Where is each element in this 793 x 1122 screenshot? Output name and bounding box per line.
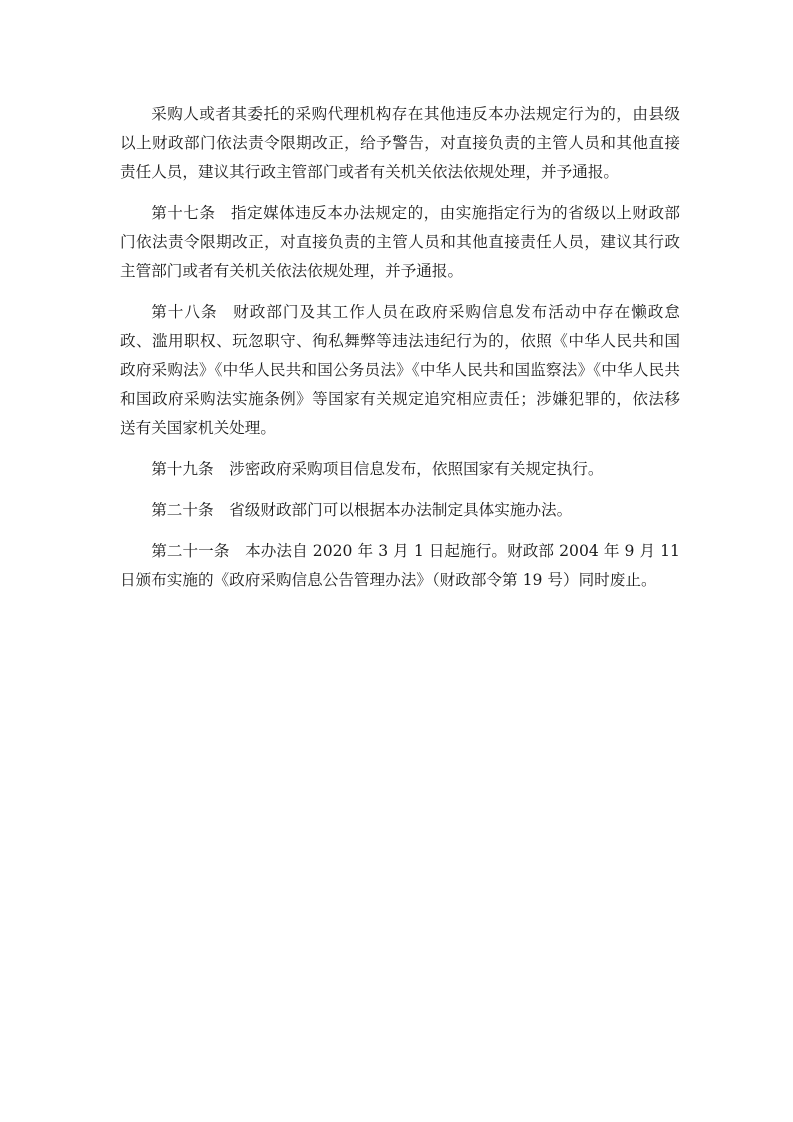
- paragraph-article-19: [120, 455, 680, 484]
- paragraph-article-18: [120, 298, 680, 443]
- article-18-text: 财政部门及其工作人员在政府采购信息发布活动中存在懒政怠政、滥用职权、玩忽职守、徇私舞弊等违法违纪行为的，依照《中华人民共和国政府采购法》《中华人民共和国公务员法》《中华人民共和国监察法》《中华人民共和国政府采购法实施条例》等国家有关规定追究相应责任；涉嫌犯罪的，依法移送有关国家机关处理。: [120, 303, 680, 437]
- article-20-text: 省级财政部门可以根据本办法制定具体实施办法。: [229, 501, 573, 519]
- article-18-heading: 第十八条: [151, 303, 218, 321]
- article-17-heading: 第十七条: [151, 204, 216, 222]
- article-19-text: 涉密政府采购项目信息发布，依照国家有关规定执行。: [229, 460, 604, 478]
- paragraph-article-20: [120, 496, 680, 525]
- paragraph-article-21: [120, 537, 680, 595]
- article-19-heading: 第十九条: [151, 460, 214, 478]
- article-17-text: 指定媒体违反本办法规定的，由实施指定行为的省级以上财政部门依法责令限期改正，对直接负责的主管人员和其他直接责任人员，建议其行政主管部门或者有关机关依法依规处理，并予通报。: [120, 204, 680, 280]
- document-body: [120, 100, 680, 607]
- article-21-text: 本办法自 2020 年 3 月 1 日起施行。财政部 2004 年 9 月 11 日颁布实施的《政府采购信息公告管理办法》（财政部令第 19 号）同时废止。: [120, 542, 680, 589]
- paragraph-article-17: [120, 199, 680, 286]
- article-21-heading: 第二十一条: [151, 542, 230, 560]
- article-20-heading: 第二十条: [151, 501, 214, 519]
- paragraph-1-text: 采购人或者其委托的采购代理机构存在其他违反本办法规定行为的，由县级以上财政部门依法责令限期改正，给予警告，对直接负责的主管人员和其他直接责任人员，建议其行政主管部门或者有关机关依法依规处理，并予通报。: [120, 105, 680, 181]
- paragraph-1: [120, 100, 680, 187]
